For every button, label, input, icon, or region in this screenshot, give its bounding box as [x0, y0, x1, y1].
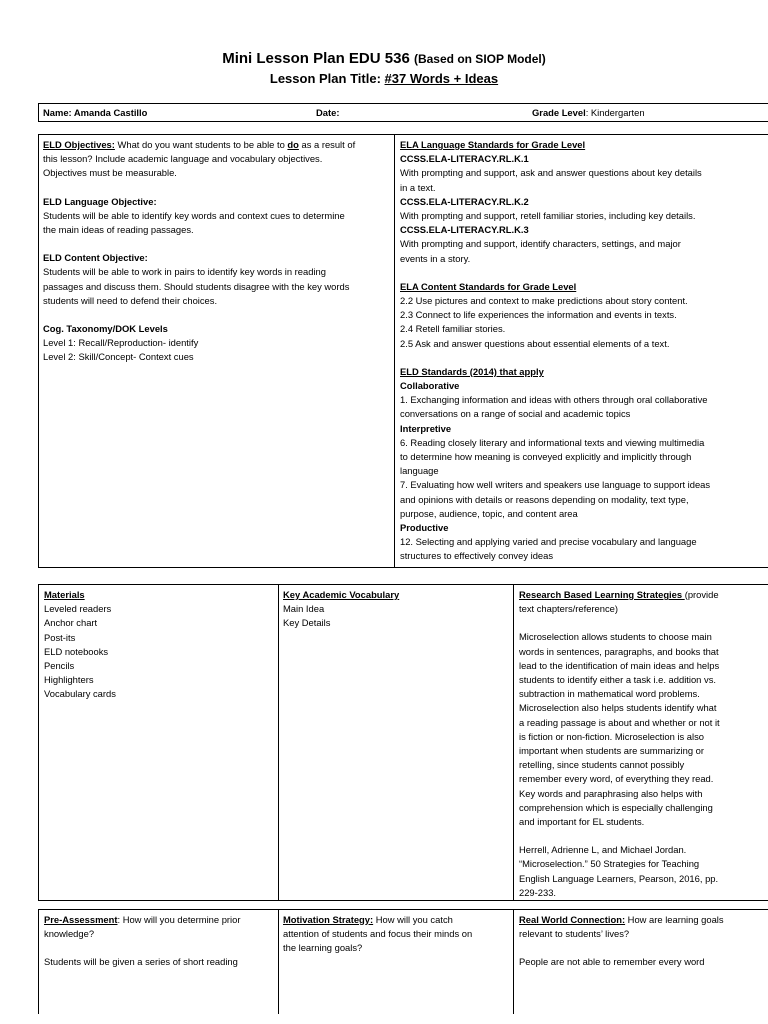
grade-label: Grade Level [532, 107, 586, 118]
eld-objectives-heading: ELD Objectives: [43, 139, 115, 150]
research-text: remember every word, of everything they read. [519, 773, 714, 785]
standard-text: With prompting and support, retell familiar stories, including key details. [400, 210, 696, 222]
content-standard: 2.5 Ask and answer questions about essential elements of a text. [400, 337, 670, 349]
eld-objectives [43, 138, 391, 152]
pre-assessment-text: knowledge? [44, 928, 95, 940]
research-reference: English Language Learners, Pearson, 2016, pp. [519, 872, 719, 884]
eld-obj-line: this lesson? Include academic language and vocabulary objectives. [43, 153, 323, 165]
real-world-text: People are not able to remember every word [519, 956, 705, 968]
name-field: Name: Amanda Castillo [43, 107, 148, 118]
pre-assessment-text: Students will be given a series of short reading [44, 956, 238, 968]
info-bar [38, 103, 768, 122]
motivation-cell [283, 913, 509, 956]
material-item: Highlighters [44, 674, 94, 686]
real-world-heading: Real World Connection: [519, 914, 626, 925]
research-text: students to identify either a task i.e. addition vs. [519, 674, 716, 686]
standard-code: CCSS.ELA-LITERACY.RL.K.1 [400, 153, 529, 165]
research-text: is fiction or non-fiction. Microselection is also [519, 730, 704, 742]
collaborative-heading: Collaborative [400, 380, 460, 392]
cog-taxonomy-heading: Cog. Taxonomy/DOK Levels [43, 323, 168, 335]
plan-label: Lesson Plan Title: [269, 71, 381, 86]
eld-obj-line: Objectives must be measurable. [43, 167, 177, 179]
real-world-cell [519, 913, 768, 970]
research-text: comprehension which is especially challenging [519, 801, 713, 813]
research-cell [519, 588, 768, 900]
research-text: subtraction in mathematical word problems. [519, 688, 700, 700]
standard-code: CCSS.ELA-LITERACY.RL.K.3 [400, 224, 529, 236]
research-text: Microselection also helps students identify what [519, 702, 717, 714]
content-objective-line: passages and discuss them. Should students disagree with the key words [43, 280, 350, 292]
column-divider [278, 585, 279, 900]
research-text: a reading passage is about and whether or not it [519, 716, 720, 728]
column-divider [513, 910, 514, 1014]
grade-value: : Kindergarten [585, 107, 645, 118]
title-main: Mini Lesson Plan EDU 536 [222, 50, 410, 67]
grade-field [532, 106, 645, 120]
materials-heading: Materials [44, 589, 85, 600]
real-world-text: relevant to students’ lives? [519, 928, 630, 940]
motivation-text: How will you catch [373, 914, 453, 925]
content-standard: 2.4 Retell familiar stories. [400, 323, 506, 335]
eld-obj-text: What do you want students to be able to [114, 139, 288, 150]
language-objective-line: the main ideas of reading passages. [43, 224, 194, 236]
content-standard: 2.3 Connect to life experiences the information and events in texts. [400, 309, 677, 321]
page-title [0, 50, 768, 67]
research-text: Key words and paraphrasing also helps with [519, 787, 703, 799]
motivation-text: the learning goals? [283, 942, 363, 954]
lesson-plan-title [0, 71, 768, 86]
pre-assessment-cell [44, 913, 274, 970]
research-text: lead to the identification of main ideas and helps [519, 659, 720, 671]
language-objective-line: Students will be able to identify key words and context cues to determine [43, 209, 345, 221]
eld-standard-text: 7. Evaluating how well writers and speakers use language to support ideas [400, 479, 711, 491]
pre-assessment-text: : How will you determine prior [117, 914, 241, 925]
standard-code: CCSS.ELA-LITERACY.RL.K.2 [400, 195, 529, 207]
research-heading-label: Research Based Learning Strategies [519, 589, 685, 600]
eld-standard-text: to determine how meaning is conveyed explicitly and implicitly through [400, 451, 692, 463]
content-objective-line: Students will be able to work in pairs to identify key words in reading [43, 266, 326, 278]
research-text: words in sentences, paragraphs, and books that [519, 645, 719, 657]
material-item: Pencils [44, 660, 75, 672]
eld-standard-text: structures to effectively convey ideas [400, 550, 554, 562]
motivation-text: attention of students and focus their minds on [283, 928, 473, 940]
content-objective-line: students will need to defend their choices. [43, 294, 218, 306]
research-heading-rest: (provide [684, 589, 719, 600]
research-text: important when students are summarizing or [519, 745, 704, 757]
eld-standard-text: language [400, 465, 439, 477]
date-field: Date: [316, 107, 340, 118]
material-item: Vocabulary cards [44, 688, 116, 700]
vocabulary-heading: Key Academic Vocabulary [283, 589, 400, 600]
research-reference: “Microselection.” 50 Strategies for Teaching [519, 858, 700, 870]
materials-vocab-research-section [38, 584, 768, 901]
research-heading [519, 588, 768, 602]
material-item: ELD notebooks [44, 645, 109, 657]
material-item: Leveled readers [44, 603, 112, 615]
vocabulary-cell [283, 588, 509, 631]
eld-standard-text: 12. Selecting and applying varied and precise vocabulary and language [400, 536, 697, 548]
eld-standard-text: and opinions with details or reasons depending on modality, text type, [400, 493, 689, 505]
motivation-heading: Motivation Strategy: [283, 914, 374, 925]
interpretive-heading: Interpretive [400, 422, 452, 434]
assessment-motivation-section [38, 909, 768, 1014]
research-heading-line: text chapters/reference) [519, 603, 619, 615]
eld-standard-text: conversations on a range of social and academic topics [400, 408, 631, 420]
standard-text: in a text. [400, 181, 436, 193]
research-text: Microselection allows students to choose main [519, 631, 712, 643]
standard-text: With prompting and support, identify characters, settings, and major [400, 238, 681, 250]
content-standard: 2.2 Use pictures and context to make predictions about story content. [400, 295, 688, 307]
eld-standards-heading: ELD Standards (2014) that apply [400, 365, 544, 377]
productive-heading: Productive [400, 522, 449, 534]
ela-language-standards-heading: ELA Language Standards for Grade Level [400, 139, 586, 150]
title-sub: (Based on SIOP Model) [413, 52, 546, 66]
eld-standard-text: purpose, audience, topic, and content area [400, 507, 578, 519]
material-item: Post-its [44, 631, 76, 643]
material-item: Anchor chart [44, 617, 98, 629]
vocabulary-item: Main Idea [283, 603, 325, 615]
cog-level: Level 1: Recall/Reproduction- identify [43, 337, 199, 349]
content-objective-heading: ELD Content Objective: [43, 252, 148, 264]
standards-column [400, 138, 768, 564]
ela-content-standards-heading: ELA Content Standards for Grade Level [400, 280, 577, 292]
standard-text: events in a story. [400, 252, 471, 264]
plan-title: #37 Words + Ideas [384, 71, 499, 86]
eld-standard-text: 6. Reading closely literary and informational texts and viewing multimedia [400, 436, 705, 448]
standard-text: With prompting and support, ask and answer questions about key details [400, 167, 702, 179]
research-text: and important for EL students. [519, 816, 645, 828]
column-divider [278, 910, 279, 1014]
do-emphasis: do [287, 139, 299, 150]
real-world-text: How are learning goals [625, 914, 724, 925]
materials-cell [44, 588, 274, 702]
pre-assessment-heading: Pre-Assessment [44, 914, 118, 925]
eld-standard-text: 1. Exchanging information and ideas with others through oral collaborative [400, 394, 708, 406]
column-divider [394, 135, 395, 567]
vocabulary-item: Key Details [283, 617, 331, 629]
research-text: retelling, since students cannot possibly [519, 759, 685, 771]
objectives-column [43, 138, 391, 365]
objectives-standards-section [38, 134, 768, 568]
language-objective-heading: ELD Language Objective: [43, 195, 157, 207]
cog-level: Level 2: Skill/Concept- Context cues [43, 351, 194, 363]
column-divider [513, 585, 514, 900]
eld-obj-text-b: as a result of [298, 139, 356, 150]
research-reference: Herrell, Adrienne L, and Michael Jordan. [519, 844, 687, 856]
research-reference: 229-233. [519, 886, 557, 898]
